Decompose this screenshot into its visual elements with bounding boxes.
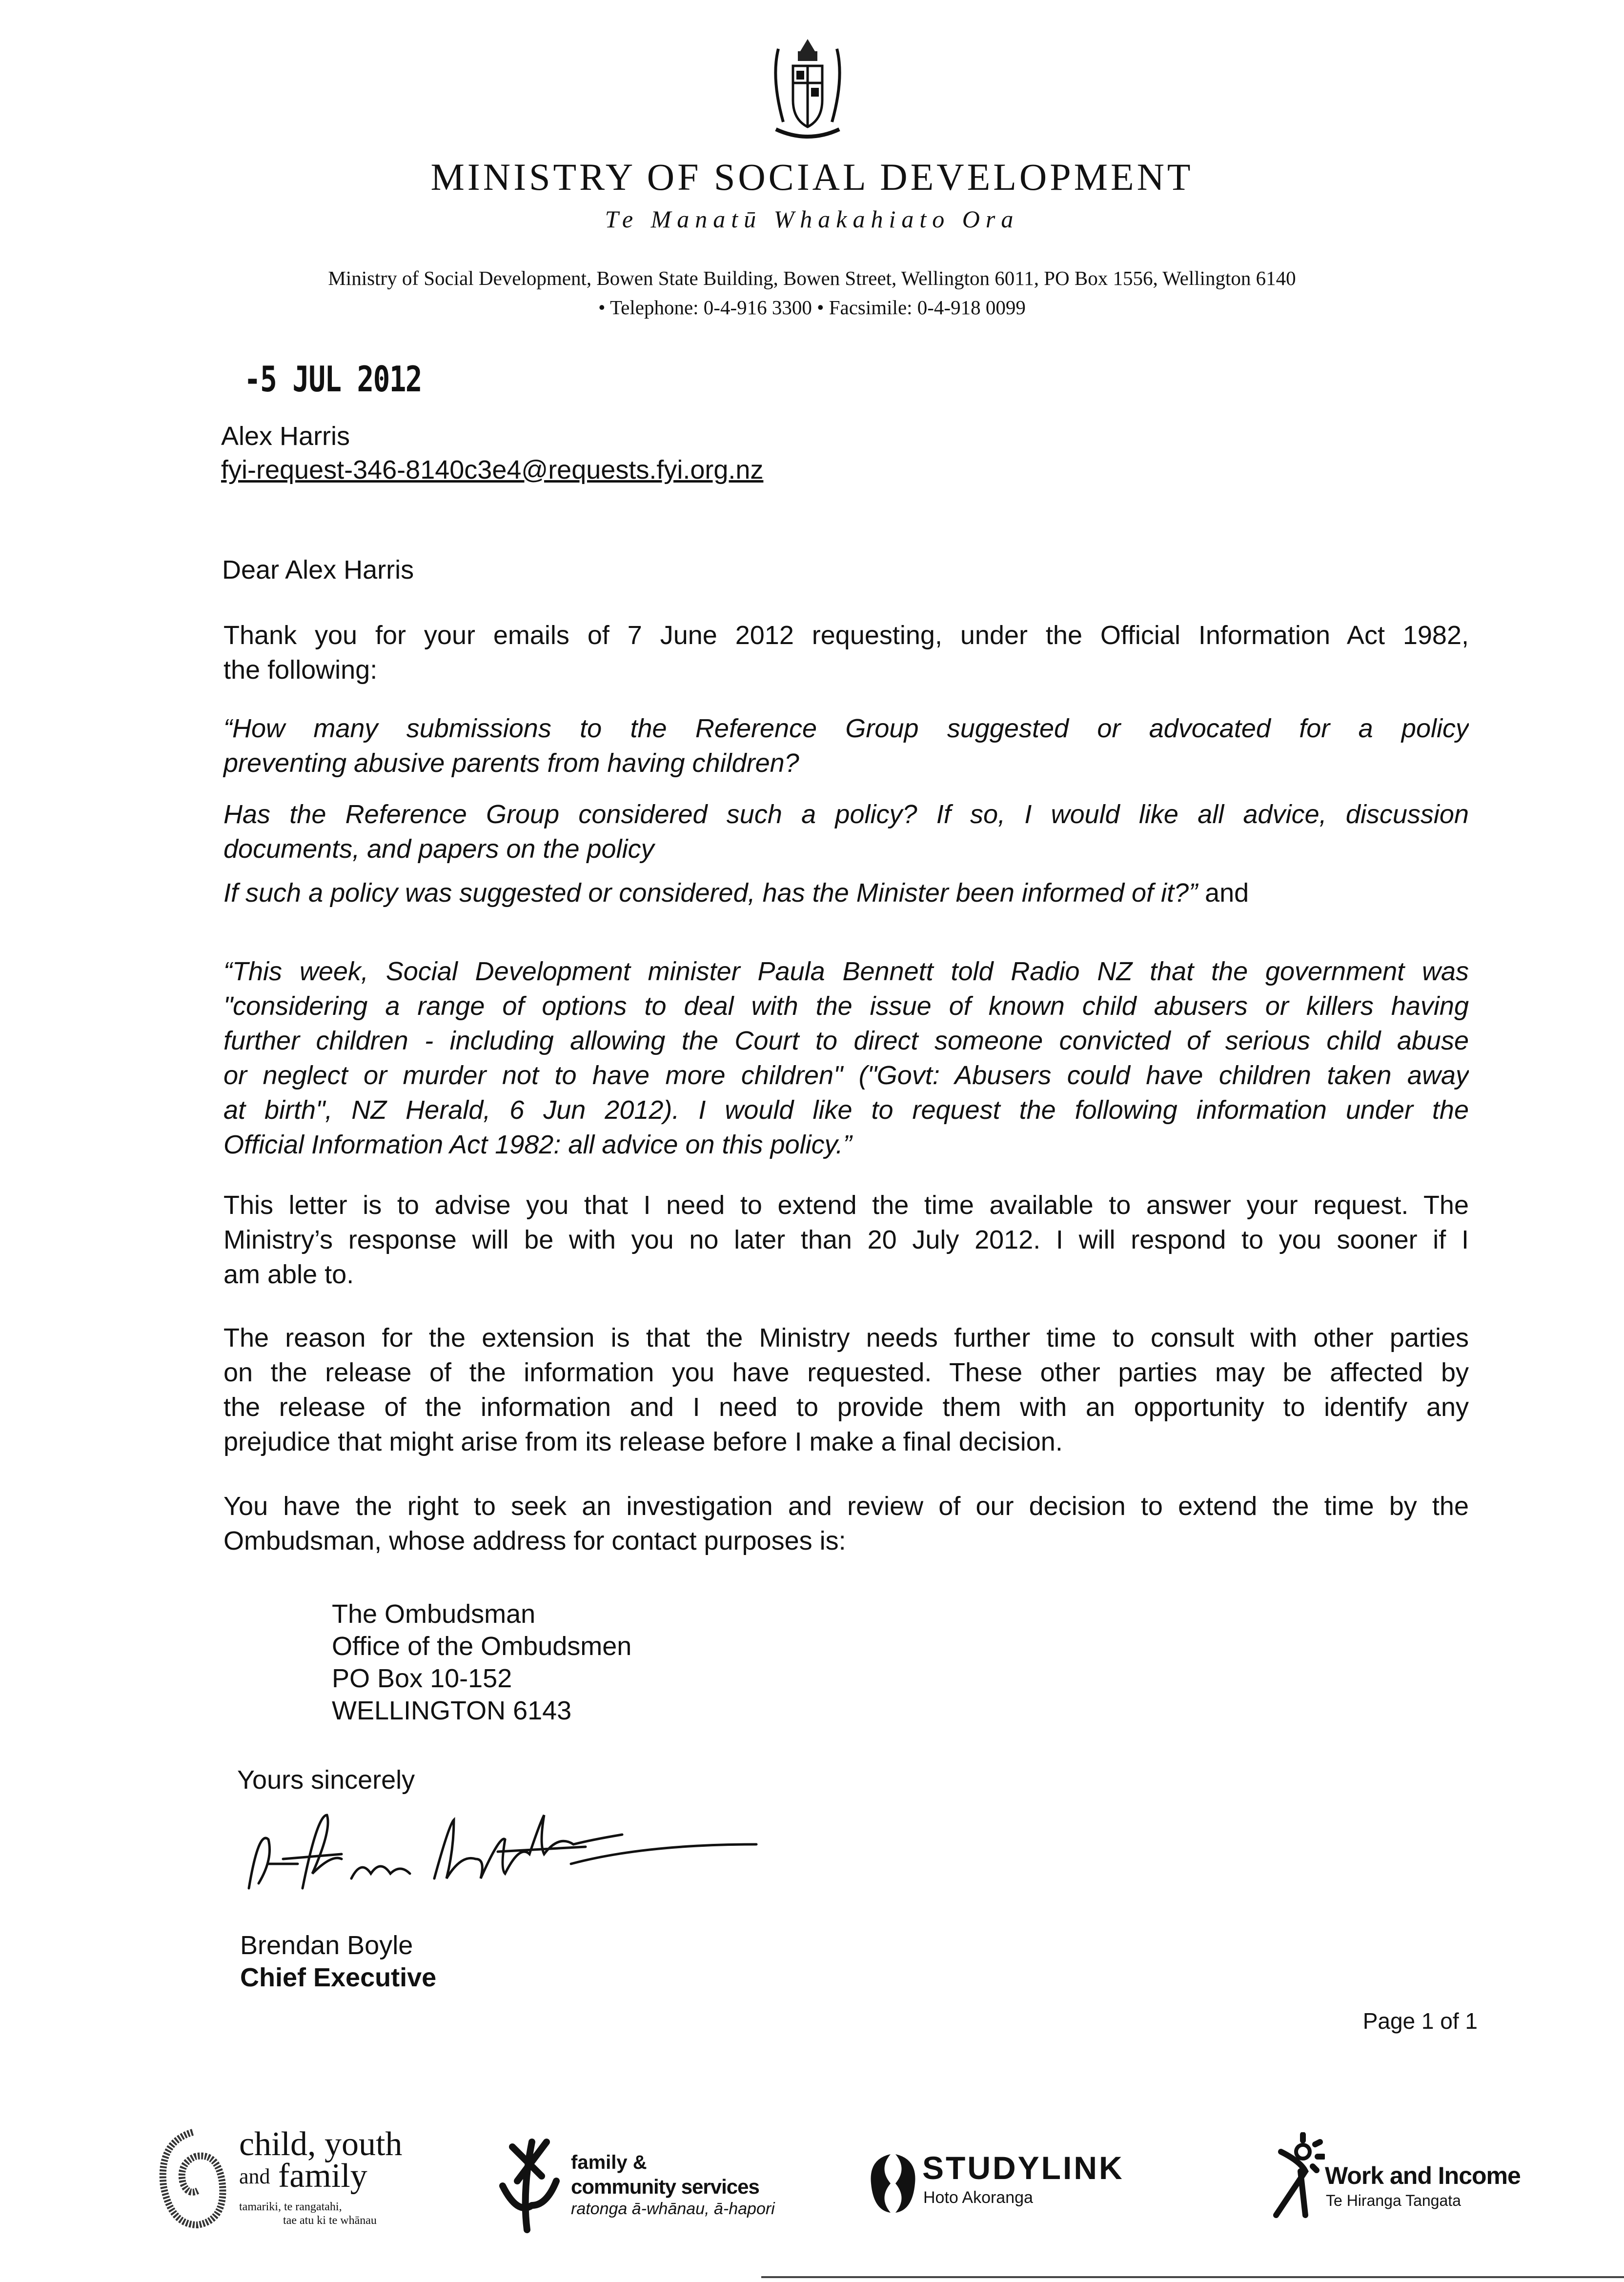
recipient-email[interactable]: fyi-request-346-8140c3e4@requests.fyi.org.nz (221, 455, 764, 485)
paragraph-line (223, 1024, 1469, 1058)
work-and-income-logo (1261, 2132, 1554, 2220)
paragraph-line (223, 797, 1469, 832)
line-text: Ombudsman, whose address for contact purposes is: (223, 1526, 846, 1555)
line-text: prejudice that might arise from its release before I make a final decision. (223, 1427, 1063, 1456)
fcs-line2: community services (571, 2175, 759, 2198)
paragraph-line (223, 711, 1469, 746)
line-text: If such a policy was suggested or considered, has the Minister been informed of it?” (223, 878, 1198, 908)
cyf-family: family (278, 2157, 367, 2195)
coat-of-arms-icon (766, 29, 849, 146)
cyf-and: and (239, 2164, 270, 2188)
paragraph-line (223, 1321, 1469, 1355)
paragraph-line (223, 1489, 1469, 1524)
line-text: documents, and papers on the policy (223, 834, 654, 864)
ministry-address: Ministry of Social Development, Bowen State Building, Bowen Street, Wellington 6011, PO Box 1556, Wellington 6140 (328, 267, 1296, 289)
fcs-logo (493, 2132, 795, 2240)
paragraph-line (223, 1524, 846, 1558)
paragraph-line (223, 618, 1469, 653)
fern-figure-icon (493, 2132, 566, 2235)
line-text: at birth", NZ Herald, 6 Jun 2012). I would like to request the following information under the (223, 1095, 1469, 1125)
paragraph-line (223, 954, 1469, 989)
line-text: “This week, Social Development minister Paula Bennett told Radio NZ that the government was (223, 957, 1469, 986)
signature (229, 1805, 791, 1903)
paragraph-line (223, 1355, 1469, 1390)
line-text: or neglect or murder not to have more children" ("Govt: Abusers could have children taken away (223, 1061, 1469, 1090)
line-suffix: and (1198, 878, 1249, 908)
line-text: Ministry’s response will be with you no later than 20 July 2012. I will respond to you sooner if I (223, 1225, 1469, 1254)
address-line: The Ombudsman (332, 1599, 536, 1629)
studylink-s-icon (869, 2152, 917, 2215)
paragraph-line (223, 746, 799, 781)
line-text: Has the Reference Group considered such a policy? If so, I would like all advice, discussion (223, 800, 1469, 829)
studylink-logo (869, 2147, 1210, 2215)
cyf-line1: child, youth (239, 2125, 403, 2163)
line-text: This letter is to advise you that I need to extend the time available to answer your request. The (223, 1191, 1469, 1220)
address-line: Office of the Ombudsmen (332, 1632, 632, 1661)
wi-tag: Te Hiranga Tangata (1326, 2192, 1461, 2209)
address-line: PO Box 10-152 (332, 1664, 512, 1693)
line-text: The reason for the extension is that the Ministry needs further time to consult with other parties (223, 1323, 1469, 1353)
paragraph-line (223, 1093, 1469, 1128)
line-text: You have the right to seek an investigation and review of our decision to extend the time by the (223, 1492, 1469, 1521)
address-line: WELLINGTON 6143 (332, 1696, 572, 1725)
recipient-name: Alex Harris (221, 422, 350, 451)
studylink-tag: Hoto Akoranga (923, 2188, 1033, 2207)
line-text: Official Information Act 1982: all advice on this policy.” (223, 1130, 852, 1159)
line-text: am able to. (223, 1260, 354, 1289)
fcs-tag: ratonga ā-whānau, ā-hapori (571, 2200, 775, 2218)
paragraph-line (223, 1223, 1469, 1257)
studylink-name: STUDYLINK (922, 2150, 1124, 2186)
ministry-title: MINISTRY OF SOCIAL DEVELOPMENT (430, 156, 1194, 198)
cyf-tag1: tamariki, te rangatahi, (239, 2201, 342, 2213)
paragraph-line (223, 1425, 1063, 1459)
line-text: preventing abusive parents from having children? (223, 748, 799, 778)
ministry-maori-name: Te Manatū Whakahiato Ora (605, 205, 1019, 233)
cyf-logo (151, 2118, 425, 2240)
paragraph-line (223, 1128, 852, 1162)
paragraph-line (223, 1390, 1469, 1425)
paragraph-line (223, 832, 654, 867)
salutation: Dear Alex Harris (222, 555, 414, 585)
paragraph-line (223, 1257, 354, 1292)
line-text: the release of the information and I need to provide them with an opportunity to identify any (223, 1393, 1469, 1422)
paragraph-line (223, 876, 1249, 910)
paragraph-line (223, 653, 377, 687)
spiral-icon (151, 2122, 234, 2235)
line-text: further children - including allowing the Court to direct someone convicted of serious child abuse (223, 1026, 1469, 1055)
closing: Yours sincerely (237, 1765, 415, 1795)
signatory-title: Chief Executive (240, 1963, 437, 1992)
paragraph-line (223, 989, 1469, 1024)
paragraph-line (223, 1188, 1469, 1223)
line-text: "considering a range of options to deal with the issue of known child abusers or killers having (223, 991, 1469, 1021)
wi-name: Work and Income (1325, 2162, 1521, 2189)
date-stamp: -5 JUL 2012 (244, 359, 422, 400)
line-text: the following: (223, 655, 378, 685)
scan-edge-line (761, 2276, 1624, 2278)
line-text: on the release of the information you have requested. These other parties may be affected by (223, 1358, 1469, 1387)
fcs-line1: family & (571, 2152, 647, 2173)
cyf-tag2: tae atu ki te whānau (283, 2214, 377, 2227)
person-sun-icon (1261, 2132, 1325, 2220)
signatory-name: Brendan Boyle (240, 1931, 413, 1960)
line-text: Thank you for your emails of 7 June 2012 requesting, under the Official Information Act 1982, (223, 621, 1469, 650)
paragraph-line (223, 1058, 1469, 1093)
ministry-contact: • Telephone: 0-4-916 3300 • Facsimile: 0-4-918 0099 (598, 296, 1026, 319)
page-number: Page 1 of 1 (1362, 2008, 1478, 2034)
line-text: “How many submissions to the Reference Group suggested or advocated for a policy (223, 714, 1469, 743)
